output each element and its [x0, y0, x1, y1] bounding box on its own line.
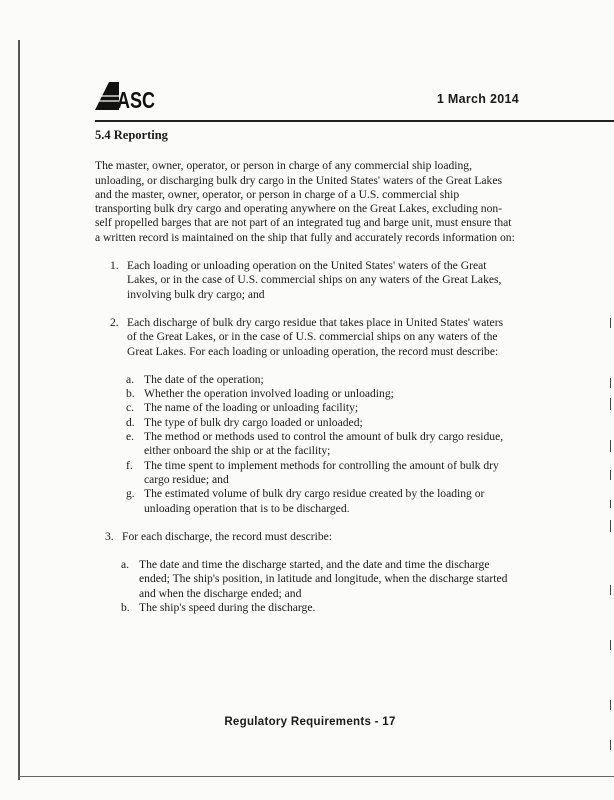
sub-list-marker: f. — [126, 458, 133, 472]
sub-list-marker: e. — [126, 430, 135, 444]
bottom-edge-line — [18, 776, 614, 777]
document-date: 1 March 2014 — [436, 92, 519, 106]
sub-list-text: The name of the loading or unloading facility; — [144, 401, 359, 415]
sub-list-marker: a. — [121, 558, 130, 572]
sub-list-marker: c. — [126, 401, 135, 415]
sub-list-text: The date of the operation; — [144, 372, 264, 386]
list-marker: 1. — [110, 259, 119, 273]
requirements-list — [95, 259, 515, 615]
sub-list-item — [126, 416, 515, 430]
list-item — [95, 259, 515, 302]
list-item-text: Each loading or unloading operation on the United States' waters of the Great Lakes, or in the case of U.S. commercial ships on any waters of the Great Lakes, involving bulk dry cargo; and — [127, 259, 502, 301]
sub-list-item — [126, 430, 515, 459]
asc-logo — [95, 78, 157, 112]
sub-list-text: The estimated volume of bulk dry cargo residue created by the loading or unloading operation that is to be discharged. — [144, 487, 485, 515]
sub-list-item — [126, 487, 515, 516]
list-marker: 2. — [110, 315, 119, 329]
sub-list-marker: a. — [126, 372, 135, 386]
sub-list-text: The time spent to implement methods for controlling the amount of bulk dry cargo residue; and — [144, 458, 499, 486]
list-item-text: For each discharge, the record must describe: — [122, 529, 333, 543]
document-body — [95, 128, 515, 629]
sub-list-text: Whether the operation involved loading or unloading; — [144, 387, 394, 401]
sub-list-marker: b. — [126, 387, 135, 401]
sub-list-item — [121, 558, 515, 601]
sub-list-text: The date and time the discharge started, and the date and time the discharge ended; The ship's position, in latitude and longitude, when the discharge started and when the discharge ended; and — [139, 558, 508, 600]
sub-list-marker: b. — [121, 601, 130, 615]
sub-list-text: The method or methods used to control the amount of bulk dry cargo residue, either onboard the ship or at the facility; — [144, 430, 504, 458]
intro-paragraph: The master, owner, operator, or person in charge of any commercial ship loading, unloading, or discharging bulk dry cargo in the United States' waters of the Great Lakes and the master, owner, operator, or person in charge of a U.S. commercial ship transporting bulk dry cargo and operating anywhere on the Great Lakes, excluding non-self propelled barges that are not part of an integrated tug and barge unit, must ensure that a written record is maintained on the ship that fully and accurately records information on: — [95, 159, 515, 244]
list-marker: 3. — [105, 529, 114, 543]
sub-list-text: The ship's speed during the discharge. — [139, 601, 316, 615]
sub-list-marker: d. — [126, 415, 135, 429]
sub-list-text: The type of bulk dry cargo loaded or unloaded; — [144, 415, 363, 429]
list-item — [95, 530, 515, 615]
sub-list — [126, 373, 515, 516]
sub-list — [121, 558, 515, 615]
logo-text: ASC — [117, 87, 155, 113]
list-item-text: Each discharge of bulk dry cargo residue that takes place in United States' waters of the Great Lakes, or in the case of U.S. commercial ships on any waters of the Great Lakes. For each loading or unloading operation, the record must describe: — [127, 315, 504, 358]
page-edge-line — [18, 40, 20, 780]
sub-list-item — [126, 373, 515, 387]
list-item — [95, 316, 515, 516]
page-header — [95, 78, 614, 122]
sub-list-item — [126, 387, 515, 401]
sub-list-item — [126, 401, 515, 415]
section-title: 5.4 Reporting — [95, 128, 168, 142]
footer-text: Regulatory Requirements - 17 — [224, 716, 396, 728]
sub-list-item — [126, 459, 515, 488]
sub-list-marker: g. — [126, 487, 135, 501]
page-footer — [0, 716, 614, 728]
header-rule — [95, 120, 614, 122]
sub-list-item — [121, 601, 515, 615]
